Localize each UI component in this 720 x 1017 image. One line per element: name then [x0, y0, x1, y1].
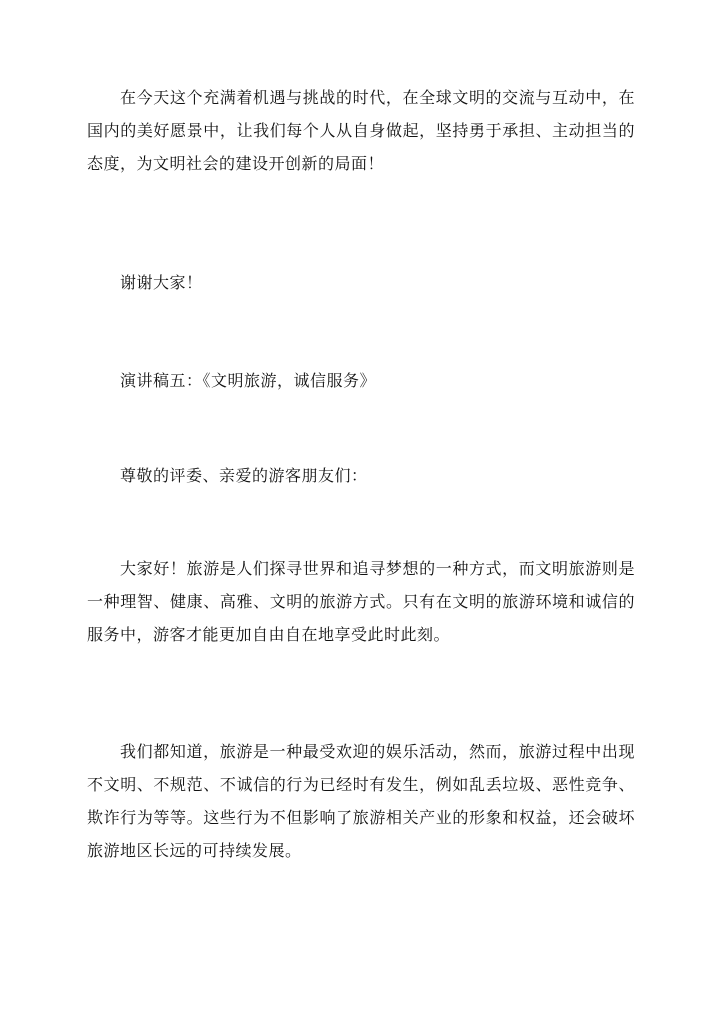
speech-title: 演讲稿五：《文明旅游，诚信服务》 — [120, 371, 377, 390]
paragraph-closing-appeal: 在今天这个充满着机遇与挑战的时代，在全球文明的交流与互动中，在国内的美好愿景中，让我们每个人从自身做起，坚持勇于承担、主动担当的态度，为文明社会的建设开创新的局面！ — [87, 88, 635, 173]
paragraph-problems: 我们都知道，旅游是一种最受欢迎的娱乐活动，然而，旅游过程中出现不文明、不规范、不诚信的行为已经时有发生，例如乱丢垃圾、恶性竞争、欺诈行为等等。这些行为不但影响了旅游相关产业的形象和权益，还会破坏旅游地区长远的可持续发展。 — [87, 742, 635, 860]
paragraph-thanks: 谢谢大家！ — [120, 273, 203, 292]
paragraph-salutation: 尊敬的评委、亲爱的游客朋友们： — [120, 466, 368, 485]
paragraph-greeting-intro: 大家好！旅游是人们探寻世界和追寻梦想的一种方式，而文明旅游则是一种理智、健康、高雅、文明的旅游方式。只有在文明的旅游环境和诚信的服务中，游客才能更加自由自在地享受此时此刻。 — [87, 559, 635, 644]
